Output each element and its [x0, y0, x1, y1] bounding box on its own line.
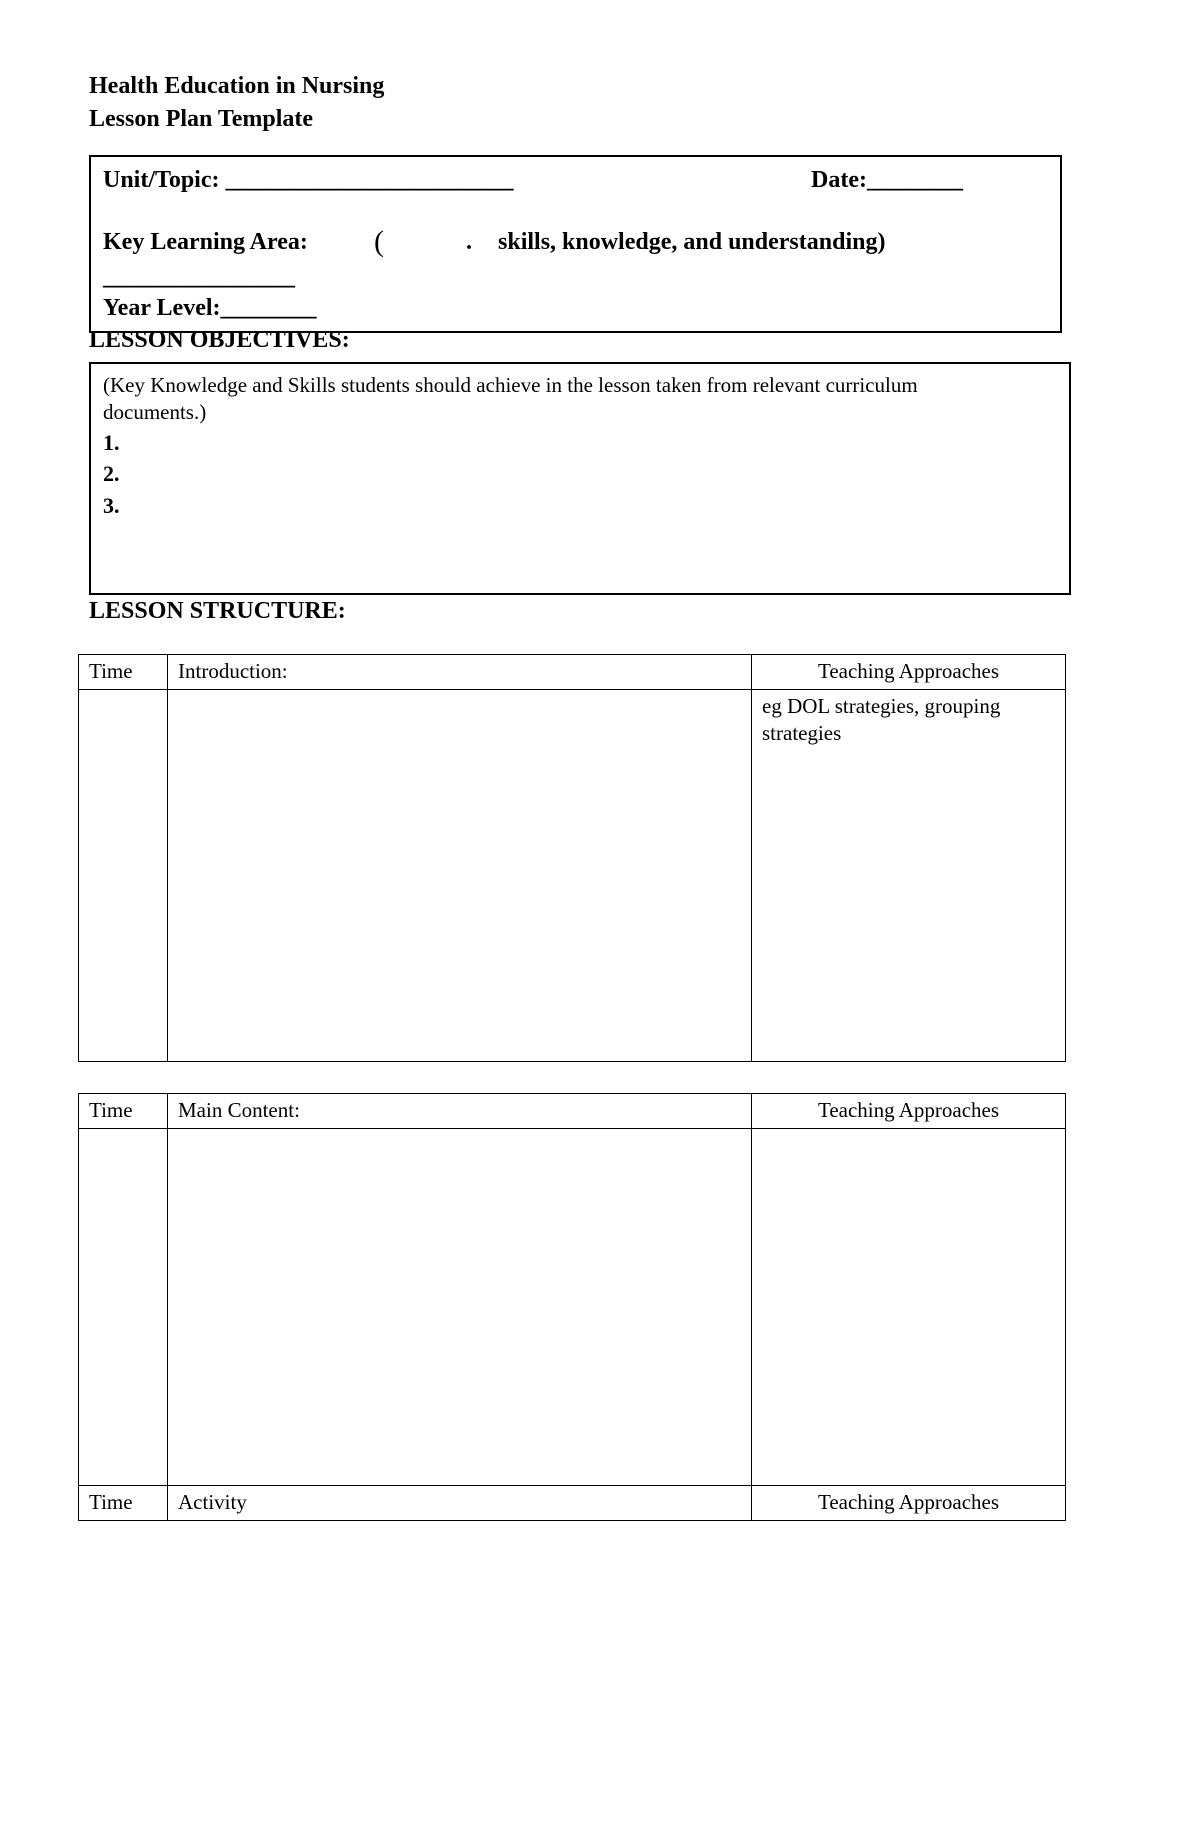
teaching-approaches-header: Teaching Approaches — [752, 655, 1066, 690]
lesson-structure-heading: LESSON STRUCTURE: — [89, 598, 346, 624]
time-header: Time — [79, 655, 168, 690]
introduction-table — [78, 654, 1066, 1062]
intro-time-cell[interactable] — [79, 690, 168, 1062]
teaching-approaches-header: Teaching Approaches — [752, 1486, 1066, 1521]
objective-item-3[interactable]: 3. — [103, 493, 120, 518]
introduction-header: Introduction: — [168, 655, 752, 690]
objectives-instructions: (Key Knowledge and Skills students should achieve in the lesson taken from relevant curriculum documents.) — [103, 373, 918, 424]
key-learning-area-dot: . — [466, 229, 472, 255]
key-learning-area-description: skills, knowledge, and understanding) — [498, 229, 886, 255]
unit-topic-field[interactable]: Unit/Topic: ________________________ — [103, 167, 514, 193]
objective-item-2[interactable]: 2. — [103, 461, 120, 486]
main-approach-cell[interactable] — [752, 1129, 1066, 1486]
date-field[interactable]: Date:________ — [811, 167, 963, 193]
table-header-row — [79, 1094, 1066, 1129]
key-learning-area-field[interactable]: ________________ — [103, 264, 295, 290]
year-level-field[interactable]: Year Level:________ — [103, 295, 317, 321]
document-subtitle: Lesson Plan Template — [89, 106, 314, 132]
time-header: Time — [79, 1486, 168, 1521]
main-content-cell[interactable] — [168, 1129, 752, 1486]
time-header: Time — [79, 1094, 168, 1129]
main-content-header: Main Content: — [168, 1094, 752, 1129]
table-row — [79, 690, 1066, 1062]
objective-item-1[interactable]: 1. — [103, 430, 120, 455]
main-content-table — [78, 1093, 1066, 1521]
table-header-row — [79, 655, 1066, 690]
document-title: Health Education in Nursing — [89, 73, 385, 99]
main-time-cell[interactable] — [79, 1129, 168, 1486]
lesson-objectives-heading: LESSON OBJECTIVES: — [89, 327, 350, 353]
intro-content-cell[interactable] — [168, 690, 752, 1062]
activity-header: Activity — [168, 1486, 752, 1521]
key-learning-area-label: Key Learning Area: — [103, 229, 308, 255]
teaching-approaches-header: Teaching Approaches — [752, 1094, 1066, 1129]
table-row — [79, 1129, 1066, 1486]
key-learning-area-paren: ( — [374, 225, 384, 258]
intro-approach-cell[interactable]: eg DOL strategies, grouping strategies — [752, 690, 1066, 1062]
activity-header-row — [79, 1486, 1066, 1521]
